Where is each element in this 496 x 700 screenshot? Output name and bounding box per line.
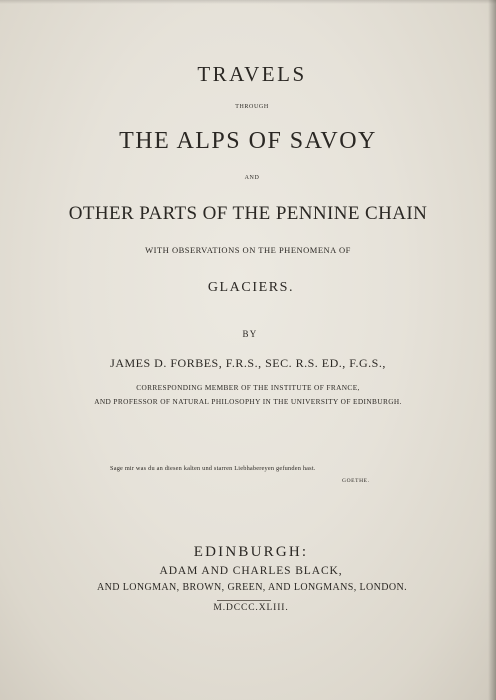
title-line-travels: TRAVELS: [197, 62, 307, 86]
epigraph-quote: Sage mir was du an diesen kalten und starren Liebhabereyen gefunden hast.: [110, 465, 316, 472]
title-line-pennine-chain: OTHER PARTS OF THE PENNINE CHAIN: [68, 203, 428, 224]
imprint-publisher-line-2: AND LONGMAN, BROWN, GREEN, AND LONGMANS, LONDON.: [96, 582, 408, 593]
page-top-edge: [0, 0, 496, 4]
subtitle-glaciers: GLACIERS.: [207, 280, 295, 295]
imprint-rule: [217, 600, 271, 601]
author-affiliation-line-2: AND PROFESSOR OF NATURAL PHILOSOPHY IN THE UNIVERSITY OF EDINBURGH.: [94, 397, 402, 406]
subtitle-observations: WITH OBSERVATIONS ON THE PHENOMENA OF: [145, 245, 351, 255]
epigraph-attribution: GOETHE.: [342, 478, 370, 484]
byline-by: BY: [242, 329, 258, 339]
author-affiliation-line-1: CORRESPONDING MEMBER OF THE INSTITUTE OF FRANCE,: [136, 383, 360, 392]
imprint-year: M.DCCC.XLIII.: [213, 603, 289, 613]
title-line-alps-of-savoy: THE ALPS OF SAVOY: [119, 128, 377, 154]
author-name: JAMES D. FORBES, F.R.S., SEC. R.S. ED., F.G.S.,: [110, 356, 386, 370]
connector-through: THROUGH: [235, 104, 269, 110]
imprint-place: EDINBURGH:: [193, 544, 309, 560]
connector-and: AND: [244, 175, 260, 181]
imprint-publisher-line-1: ADAM AND CHARLES BLACK,: [159, 565, 343, 577]
